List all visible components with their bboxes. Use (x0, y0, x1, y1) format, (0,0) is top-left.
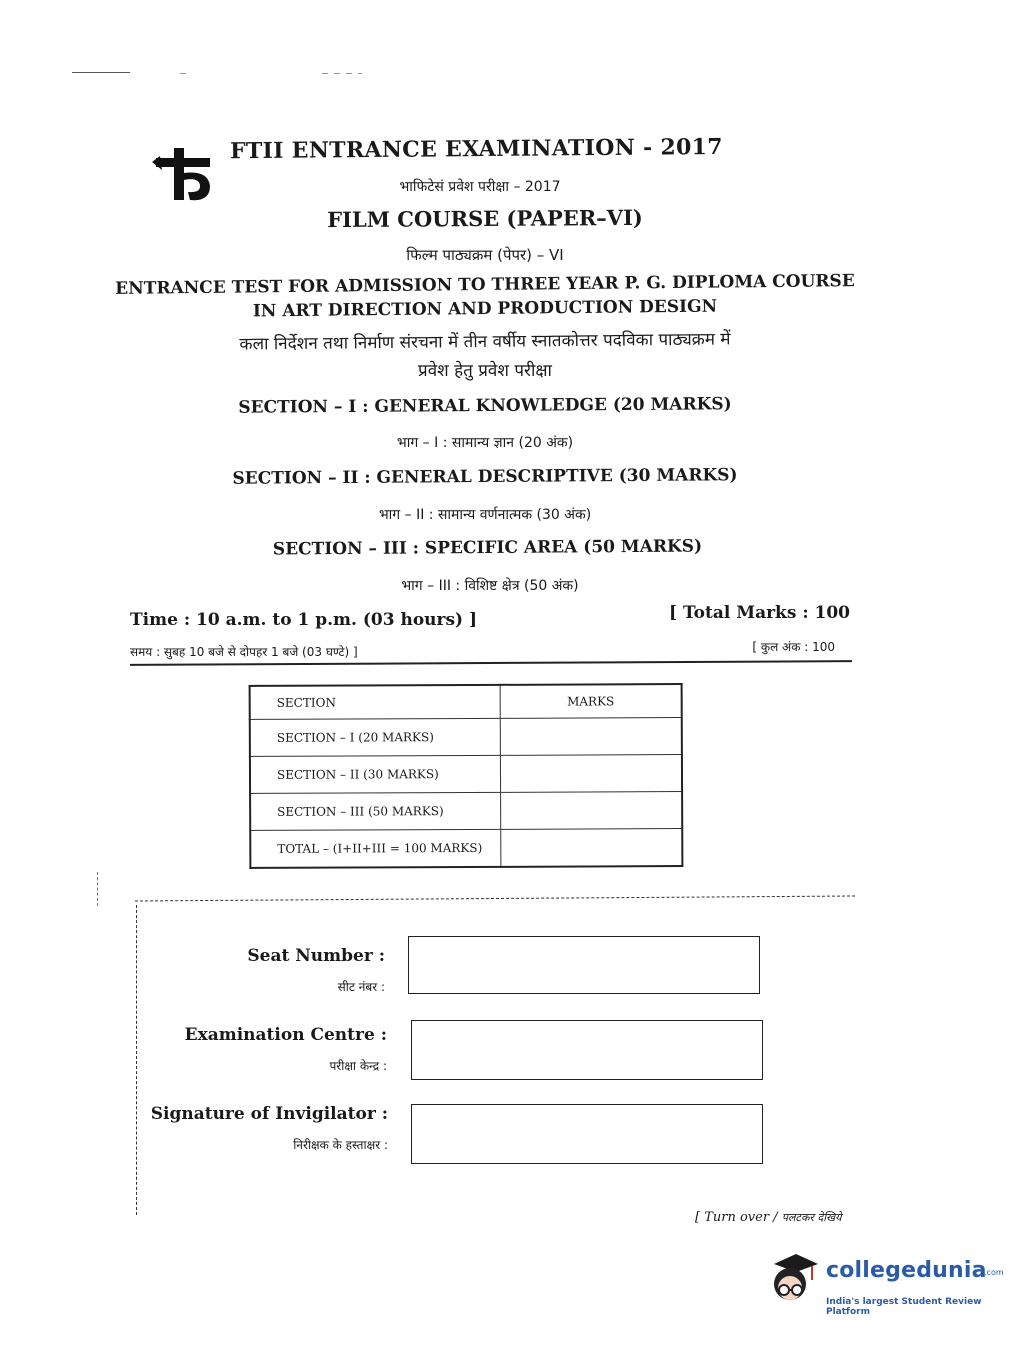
invigilator-signature-field[interactable] (411, 1104, 763, 1164)
table-cell-section: TOTAL – (I+II+III = 100 MARKS) (250, 829, 501, 868)
turn-over-hindi: पलटकर देखिये (781, 1211, 842, 1224)
table-header-marks: MARKS (500, 684, 682, 718)
purpose-hindi-line-2: प्रवेश हेतु प्रवेश परीक्षा (418, 361, 552, 381)
exam-centre-label: Examination Centre : (184, 1025, 387, 1045)
table-row (250, 792, 682, 831)
seat-number-label-hindi: सीट नंबर : (337, 980, 385, 994)
exam-centre-label-hindi: परीक्षा केन्द्र : (329, 1059, 387, 1073)
scan-mark (322, 73, 362, 74)
section-3-hindi: भाग – III : विशिष्ट क्षेत्र (50 अंक) (401, 578, 579, 594)
top-rule (72, 72, 130, 73)
total-marks-hindi: [ कुल अंक : 100 (752, 640, 835, 654)
section-3-title: SECTION – III : SPECIFIC AREA (50 MARKS) (272, 536, 703, 560)
section-2-hindi: भाग – II : सामान्य वर्णनात्मक (30 अंक) (378, 507, 592, 523)
collegedunia-suffix: .com (984, 1268, 1004, 1277)
table-row (250, 755, 682, 794)
section-1-hindi: भाग – I : सामान्य ज्ञान (20 अंक) (396, 435, 574, 451)
table-header-row (250, 684, 682, 719)
ftii-logo-icon (150, 140, 220, 204)
table-cell-section: SECTION – I (20 MARKS) (250, 718, 501, 756)
exam-time: Time : 10 a.m. to 1 p.m. (03 hours) ] (130, 610, 478, 630)
table-cell-marks (500, 755, 682, 793)
invigilator-signature-label: Signature of Invigilator : (150, 1104, 388, 1124)
scan-mark (180, 73, 186, 74)
exam-centre-field[interactable] (411, 1020, 763, 1080)
table-cell-marks (501, 829, 683, 867)
table-cell-section: SECTION – III (50 MARKS) (250, 792, 501, 830)
table-cell-marks (500, 718, 682, 756)
invigilator-signature-label-hindi: निरीक्षक के हस्ताक्षर : (293, 1138, 388, 1152)
course-title-hindi: फिल्म पाठ्यक्रम (पेपर) – VI (406, 246, 564, 264)
purpose-hindi-line-1: कला निर्देशन तथा निर्माण संरचना में तीन वर्षीय स्नातकोत्तर पदविका पाठ्यक्रम में (239, 329, 731, 355)
exam-title-hindi: भाफिटेसं प्रवेश परीक्षा – 2017 (399, 179, 561, 195)
turn-over-text: [ Turn over / (695, 1210, 778, 1225)
cut-line (136, 905, 137, 1215)
exam-time-hindi: समय : सुबह 10 बजे से दोपहर 1 बजे (03 घण्टे) ] (130, 645, 358, 659)
section-2-title: SECTION – II : GENERAL DESCRIPTIVE (30 MARKS) (232, 465, 738, 489)
exam-title: FTII ENTRANCE EXAMINATION - 2017 (229, 133, 723, 165)
divider (130, 660, 852, 666)
seat-number-label: Seat Number : (247, 946, 385, 966)
table-row (250, 718, 682, 757)
total-marks: [ Total Marks : 100 (669, 603, 850, 623)
cut-line (135, 895, 855, 901)
table-cell-marks (501, 792, 683, 830)
table-row (250, 829, 682, 868)
course-title: FILM COURSE (PAPER–VI) (327, 204, 643, 233)
turn-over-note (695, 1210, 841, 1225)
marks-table (249, 683, 684, 869)
purpose-line-1: ENTRANCE TEST FOR ADMISSION TO THREE YEAR P. G. DIPLOMA COURSE (115, 271, 855, 299)
table-header-section: SECTION (250, 685, 501, 720)
seat-number-field[interactable] (408, 936, 760, 994)
collegedunia-mascot-icon (768, 1250, 820, 1306)
table-cell-section: SECTION – II (30 MARKS) (250, 755, 501, 793)
scan-mark (97, 872, 98, 906)
section-1-title: SECTION – I : GENERAL KNOWLEDGE (20 MARKS) (238, 394, 732, 418)
purpose-line-2: IN ART DIRECTION AND PRODUCTION DESIGN (252, 296, 718, 322)
collegedunia-wordmark: collegedunia (826, 1258, 987, 1283)
collegedunia-tagline: India's largest Student Review Platform (826, 1297, 982, 1317)
